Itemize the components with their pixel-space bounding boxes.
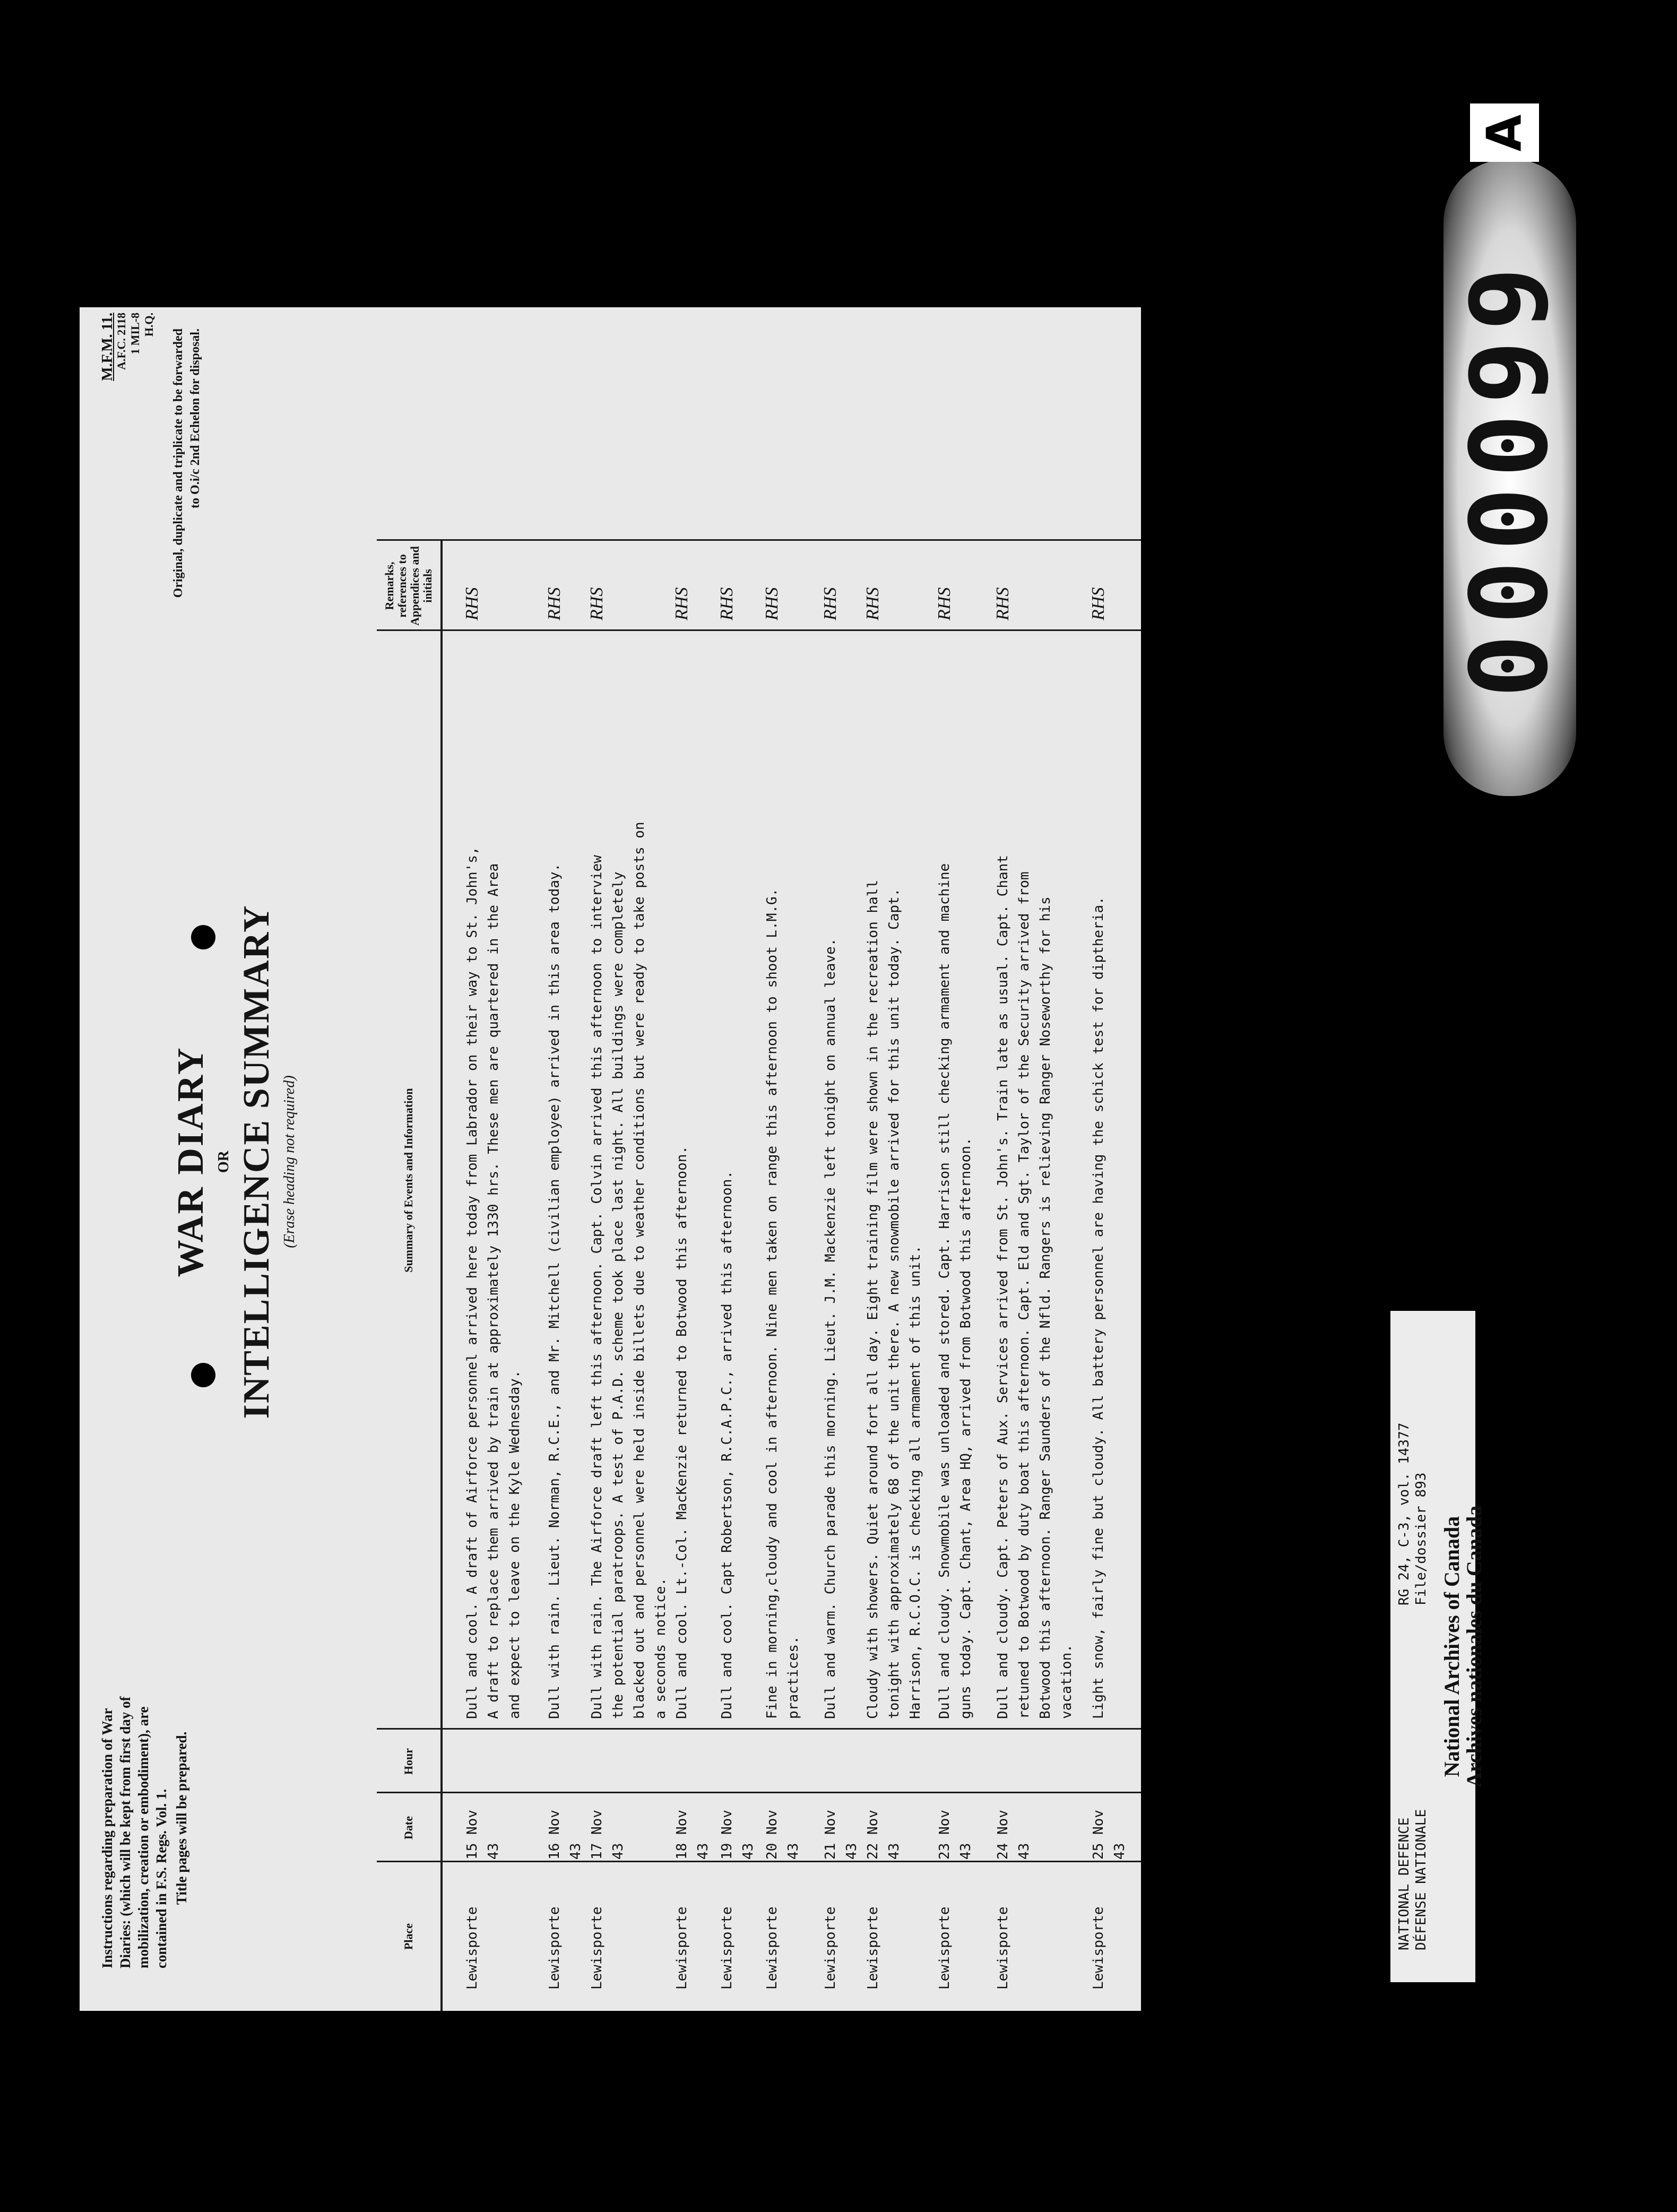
entry-line: tonight with approximately 68 of the unit there. A new snowmobile arrived for this unit today. Capt.: [886, 888, 902, 1719]
entry-initials: RHS: [762, 587, 782, 620]
entry-line: Light snow, fairly fine but cloudy. All battery personnel are having the schick test for diptheria.: [1091, 896, 1107, 1719]
entry-line: guns today. Capt. Chant, Area HQ, arrived from Botwood this afternoon.: [958, 1137, 974, 1719]
entry-line: Harrison, R.C.O.C. is checking all armament of this unit.: [907, 1245, 923, 1719]
department-fr: DÉFENSE NATIONALE: [1413, 1809, 1429, 1950]
entry-line: vacation.: [1059, 1644, 1075, 1719]
entry-place: Lewisporte: [995, 1906, 1011, 1990]
column-rule: [377, 629, 1141, 631]
entry-line: and expect to leave on the Kyle Wednesday.: [507, 1370, 523, 1719]
record-group: RG 24, C-3, vol. 14377: [1396, 1422, 1412, 1605]
entry-initials: RHS: [863, 587, 883, 620]
entry-date: 16 Nov 43: [547, 1810, 584, 1860]
archives-fr: Archives nationales du Canada: [1462, 1505, 1486, 1788]
entry-line: Botwood this afternoon. Ranger Saunders of the Nfld. Rangers is relieving Ranger Noseworthy for his: [1038, 896, 1053, 1719]
department-name: [1396, 1809, 1430, 1950]
entry-line: blacked out and personnel were held inside billets due to weather conditions but were ready to take posts on: [632, 822, 647, 1719]
entry-date: 20 Nov 43: [764, 1810, 801, 1860]
entry-summary: [1088, 636, 1109, 1719]
header-rule: [440, 541, 443, 2011]
title-block: [170, 896, 298, 1427]
entry-line: Dull and warm. Church parade this morning. Lieut. J.M. Mackenzie left tonight on annual leave.: [823, 938, 839, 1719]
entry-place: Lewisporte: [865, 1906, 881, 1990]
entry-summary: [462, 636, 525, 1719]
title-pages-note: Title pages will be prepared.: [174, 1731, 189, 1905]
archives-en: National Archives of Canada: [1440, 1516, 1464, 1777]
entry-summary: [544, 636, 565, 1719]
form-code: H.Q.: [142, 313, 155, 337]
header-hour: Hour: [402, 1748, 415, 1775]
entry-date: 23 Nov 43: [937, 1810, 974, 1860]
entry-summary: [716, 636, 738, 1719]
entry-line: A draft to replace them arrived by train at approximately 1330 hrs. These men are quartered in the Area: [486, 863, 502, 1719]
header-place: Place: [402, 1923, 415, 1950]
distribution-line: to O.i/c 2nd Echelon for disposal.: [188, 329, 202, 508]
entry-place: Lewisporte: [1091, 1906, 1107, 1990]
entry-initials: RHS: [717, 587, 737, 620]
title-war-diary: WAR DIARY: [170, 1046, 211, 1277]
form-identifier: [101, 313, 156, 419]
entry-place: Lewisporte: [547, 1906, 563, 1990]
entry-date: 15 Nov 43: [464, 1810, 502, 1860]
entry-initials: RHS: [672, 587, 691, 620]
entry-place: Lewisporte: [589, 1906, 605, 1990]
distribution-line: Original, duplicate and triplicate to be forwarded: [171, 329, 185, 598]
column-rule: [377, 1861, 1141, 1862]
instructions-text: Instructions regarding preparation of War Diaries: (which will be kept from first day of mobilization, creation or embodiment), are contained in F.S. Regs. Vol. 1.: [99, 1696, 169, 1968]
header-date: Date: [402, 1816, 415, 1839]
entry-date: 21 Nov 43: [823, 1810, 860, 1860]
entry-date: 18 Nov 43: [674, 1810, 711, 1860]
entry-line: Dull and cool. Lt.-Col. MacKenzie returned to Botwood this afternoon.: [674, 1145, 690, 1719]
entry-initials: RHS: [462, 587, 482, 620]
entry-date: 19 Nov 43: [719, 1810, 756, 1860]
entry-date: 25 Nov 43: [1091, 1810, 1128, 1860]
entry-line: Dull and cloudy. Capt. Peters of Aux. Services arrived from St. John's. Train late as usual. Capt. Chant: [995, 855, 1011, 1719]
entry-initials: RHS: [1088, 587, 1108, 620]
record-reference: [1396, 1423, 1430, 1605]
entry-place: Lewisporte: [674, 1906, 690, 1990]
entry-line: Dull with rain. The Airforce draft left this afternoon. Capt. Colvin arrived this afternoon to interview: [589, 855, 605, 1719]
column-rule: [377, 539, 1141, 541]
entry-initials: RHS: [820, 587, 840, 620]
form-code: A.F.C. 2118: [115, 313, 128, 370]
file-dossier: File/dossier 893: [1413, 1472, 1429, 1605]
war-diary-page: [80, 307, 1141, 2011]
entry-line: Dull and cool. Capt Robertson, R.C.A.P.C., arrived this afternoon.: [719, 1170, 735, 1719]
entry-date: 24 Nov 43: [995, 1810, 1032, 1860]
archives-name: [1441, 1311, 1485, 1982]
entry-place: Lewisporte: [464, 1906, 480, 1990]
department-en: NATIONAL DEFENCE: [1396, 1817, 1412, 1950]
entry-line: Fine in morning,cloudy and cool in afternoon. Nine men taken on range this afternoon to shoot L.M.G.: [764, 888, 780, 1719]
entry-line: Dull with rain. Lieut. Norman, R.C.E., and Mr. Mitchell (civilian employee) arrived in this area today.: [547, 863, 563, 1719]
entry-place: Lewisporte: [823, 1906, 839, 1990]
header-summary: Summary of Events and Information: [402, 1088, 415, 1273]
entry-initials: RHS: [993, 587, 1013, 620]
entry-date: 22 Nov 43: [865, 1810, 902, 1860]
distribution-note: [170, 329, 204, 658]
entry-place: Lewisporte: [764, 1906, 780, 1990]
entry-line: a seconds notice.: [653, 1577, 669, 1719]
archive-reel-label: [1390, 1311, 1486, 1982]
form-code: 1 MIL-8: [128, 313, 142, 355]
instructions-note: [98, 1682, 191, 1968]
entry-summary: [820, 636, 841, 1719]
column-rule: [377, 1728, 1141, 1730]
entry-line: Dull and cloudy. Snowmobile was unloaded and stored. Capt. Harrison still checking armament and machine: [937, 863, 953, 1719]
entry-summary: [586, 636, 671, 1719]
entry-summary: [862, 636, 926, 1719]
header-remarks: Remarks, references to Appendices and initials: [383, 546, 434, 626]
frame-letter: A: [1476, 114, 1533, 151]
form-id: M.F.M. 11.: [99, 313, 116, 381]
entry-line: practices.: [785, 1636, 801, 1719]
entry-initials: RHS: [935, 587, 954, 620]
entry-date: 17 Nov 43: [589, 1810, 626, 1860]
entry-place: Lewisporte: [719, 1906, 735, 1990]
entry-summary: [671, 636, 693, 1719]
entry-line: the potential paratroops. A test of P.A.D. scheme took place last night. All buildings were completely: [610, 871, 626, 1719]
entry-line: Cloudy with showers. Quiet around fort all day. Eight training film were shown in the recreation hall: [865, 880, 881, 1719]
frame-number: 000099: [1448, 257, 1572, 698]
entry-summary: [762, 636, 804, 1719]
entry-line: Dull and cool. A draft of Airforce personnel arrived here today from Labrador on their way to St. John's,: [464, 846, 480, 1719]
entry-place: Lewisporte: [937, 1906, 953, 1990]
title-intelligence-summary: INTELLIGENCE SUMMARY: [236, 904, 277, 1419]
title-erase-note: (Erase heading not required): [281, 1075, 298, 1248]
entry-summary: [992, 636, 1077, 1719]
entry-line: retuned to Botwood by duty boat this afternoon. Capt. Eld and Sgt. Taylor of the Security arrived from: [1016, 871, 1032, 1719]
entry-initials: RHS: [544, 587, 564, 620]
title-or: OR: [215, 1151, 232, 1173]
entry-summary: [934, 636, 976, 1719]
frame-letter-box: [1470, 103, 1539, 162]
entry-initials: RHS: [587, 587, 607, 620]
